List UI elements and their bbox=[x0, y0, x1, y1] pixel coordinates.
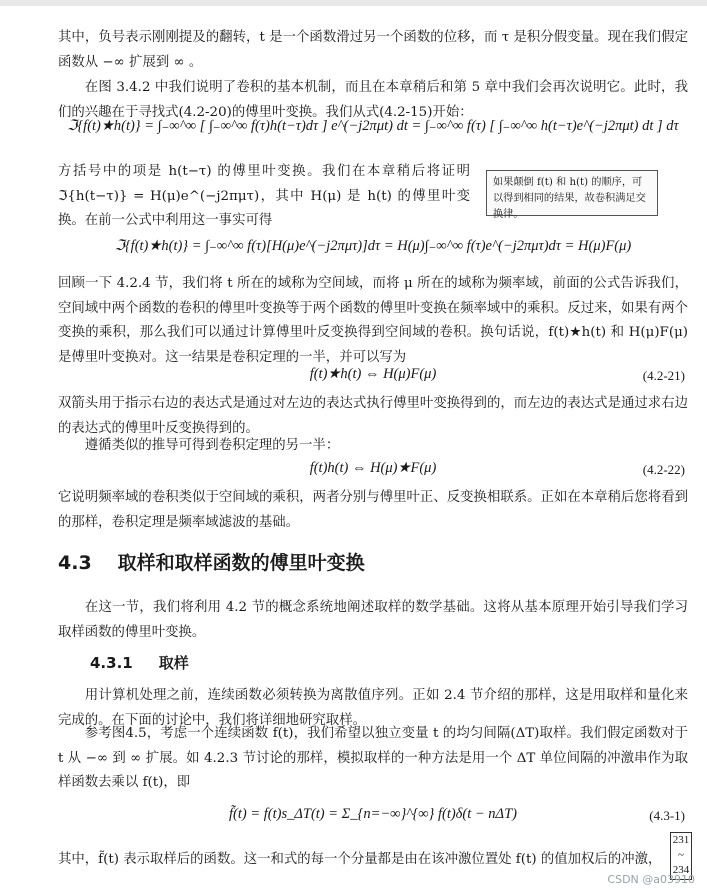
equation-4-3-1 bbox=[58, 806, 688, 823]
equation-number: (4.3-1) bbox=[649, 808, 685, 823]
subsection-title: 取样 bbox=[158, 654, 189, 672]
section-number: 4.3 bbox=[58, 552, 92, 574]
equation-text: f(t)h(t) ⇔ H(μ)★F(μ) bbox=[309, 460, 437, 476]
equation-number: (4.2-22) bbox=[642, 462, 685, 477]
paragraph: 参考图4.5，考虑一个连续函数 f(t)，我们希望以独立变量 t 的均匀间隔(ΔT)取样。我们假定函数对于 t 从 −∞ 到 ∞ 扩展。如 4.2.3 节讨论的那样，模拟取样的一种方法是用一个 ΔT 单位间隔的冲激串作为取样函数去乘以 f(t)，即 bbox=[58, 726, 688, 790]
paragraph: 双箭头用于指示右边的表达式是通过对左边的表达式执行傅里叶变换得到的，而左边的表达式是通过求右边的表达式的傅里叶反变换得到的。 bbox=[58, 396, 688, 436]
paragraph: 遵循类似的推导可得到卷积定理的另一半： bbox=[84, 438, 340, 453]
equation-convolution-fourier: ℑ{f(t)★h(t)} = ∫₋∞^∞ [ ∫₋∞^∞ f(τ)h(t−τ)dτ ] e^(−j2πμt) dt = ∫₋∞^∞ f(τ) [ ∫₋∞^∞ h(t−τ)e^(−j2πμt) dt ] dτ bbox=[67, 118, 679, 134]
paragraph: 回顾一下 4.2.4 节，我们将 t 所在的域称为空间域，而将 μ 所在的域称为频率域，前面的公式告诉我们，空间域中两个函数的卷积的傅里叶变换等于两个函数的傅里叶变换在频率域中的乘积。反过来，如果有两个变换的乘积，那么我们可以通过计算傅里叶反变换得到空间域的卷积。换句话说，f(t)★h(t) 和 H(μ)F(μ) 是傅里叶变换对。这一结果是卷积定理的一半，并可以写为 bbox=[58, 276, 688, 365]
paragraph: 用计算机处理之前，连续函数必须转换为离散值序列。正如 2.4 节介绍的那样，这是用取样和量化来完成的。在下面的讨论中，我们将详细地研究取样。 bbox=[58, 688, 688, 728]
page-number-separator: ~ bbox=[678, 849, 684, 861]
paragraph: 方括号中的项是 h(t−τ) 的傅里叶变换。我们在本章稍后将证明 ℑ{h(t−τ)} = H(μ)e^(−j2πμτ)，其中 H(μ) 是 h(t) 的傅里叶变换。在前一公式中利用这一事实可得 bbox=[58, 164, 470, 228]
subsection-number: 4.3.1 bbox=[90, 654, 133, 672]
subsection-heading bbox=[90, 652, 189, 673]
equation-text: f̃(t) = f(t)s_ΔT(t) = Σ_{n=−∞}^{∞} f(t)δ(t − nΔT) bbox=[229, 806, 517, 822]
top-header-strip bbox=[0, 0, 707, 6]
equation-convolution-result: ℑ{f(t)★h(t)} = ∫₋∞^∞ f(τ)[H(μ)e^(−j2πμτ)]dτ = H(μ)∫₋∞^∞ f(τ)e^(−j2πμτ)dτ = H(μ)F(μ) bbox=[114, 238, 632, 254]
paragraph: 其中，负号表示刚刚提及的翻转，t 是一个函数滑过另一个函数的位移，而 τ 是积分假变量。现在我们假定函数从 −∞ 扩展到 ∞ 。 bbox=[58, 30, 688, 70]
equation-text: f(t)★h(t) ⇔ H(μ)F(μ) bbox=[309, 366, 437, 382]
paragraph: 其中，f̃(t) 表示取样后的函数。这一和式的每一个分量都是由在该冲激位置处 f(t) 的值加权后的冲激， bbox=[58, 852, 662, 867]
paragraph: 在这一节，我们将利用 4.2 节的概念系统地阐述取样的数学基础。这将从基本原理开始引导我们学习取样函数的傅里叶变换。 bbox=[58, 600, 688, 640]
section-title: 取样和取样函数的傅里叶变换 bbox=[117, 552, 365, 574]
page-number-bottom: 234 bbox=[672, 864, 690, 876]
paragraph: 它说明频率域的卷积类似于空间域的乘积，两者分别与傅里叶正、反变换相联系。正如在本章稍后您将看到的那样，卷积定理是频率域滤波的基础。 bbox=[58, 490, 688, 530]
equation-4-2-22 bbox=[58, 460, 688, 477]
section-heading bbox=[58, 548, 365, 575]
page-number-top: 231 bbox=[672, 834, 690, 846]
paragraph: 在图 3.4.2 中我们说明了卷积的基本机制，而且在本章稍后和第 5 章中我们会再次说明它。此时，我们的兴趣在于寻找式(4.2-20)的傅里叶变换。我们从式(4.2-15)开始： bbox=[58, 80, 688, 120]
margin-note: 如果颠倒 f(t) 和 h(t) 的顺序，可以得到相同的结果，故卷积满足交换律。 bbox=[486, 170, 658, 216]
watermark: CSDN @a03910 bbox=[607, 873, 695, 886]
equation-number: (4.2-21) bbox=[642, 368, 685, 383]
equation-4-2-21 bbox=[58, 366, 688, 383]
